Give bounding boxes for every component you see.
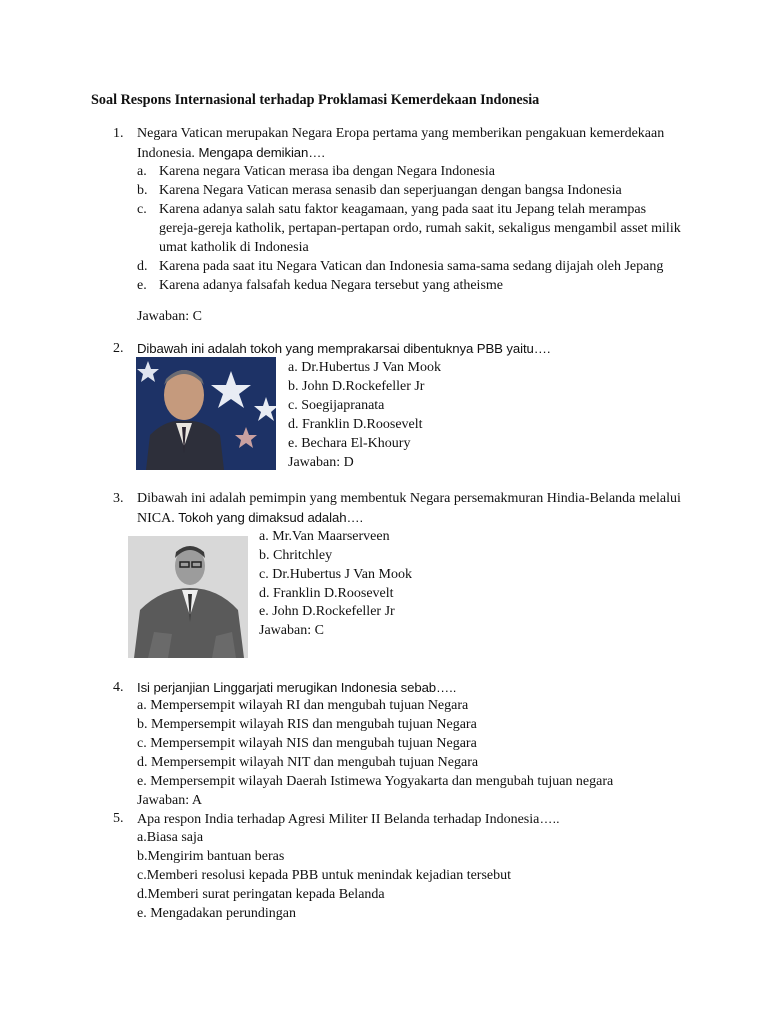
option-letter: c. xyxy=(137,202,147,217)
option-text: d. Franklin D.Roosevelt xyxy=(259,586,394,601)
question-stem-cont xyxy=(137,508,363,528)
answer-text: Jawaban: D xyxy=(288,455,354,470)
option-text: Karena pada saat itu Negara Vatican dan Indonesia sama-sama sedang dijajah oleh Jepang xyxy=(159,259,664,274)
option-text: e. Bechara El-Khoury xyxy=(288,436,411,451)
question-stem xyxy=(137,809,560,829)
option-text: Karena adanya falsafah kedua Negara tersebut yang atheisme xyxy=(159,278,503,293)
option-text: e. Mengadakan perundingan xyxy=(137,906,296,921)
question-stem-part: Tokoh yang dimaksud adalah…. xyxy=(178,510,364,525)
option-letter: b. xyxy=(137,183,148,198)
option-text: b. Chritchley xyxy=(259,548,333,563)
option-text: b. John D.Rockefeller Jr xyxy=(288,379,425,394)
answer-text: Jawaban: A xyxy=(137,793,202,808)
option-text: d.Memberi surat peringatan kepada Belanda xyxy=(137,887,385,902)
roosevelt-portrait-photo xyxy=(136,357,276,470)
option-text: Karena Negara Vatican merasa senasib dan seperjuangan dengan bangsa Indonesia xyxy=(159,183,622,198)
question-stem: Dibawah ini adalah tokoh yang memprakarsai dibentuknya PBB yaitu…. xyxy=(137,341,551,356)
option-text: e. Mempersempit wilayah Daerah Istimewa Yogyakarta dan mengubah tujuan negara xyxy=(137,774,614,789)
option-text: c. Dr.Hubertus J Van Mook xyxy=(259,567,412,582)
option-text: c.Memberi resolusi kepada PBB untuk menindak kejadian tersebut xyxy=(137,868,512,883)
option-text: e. John D.Rockefeller Jr xyxy=(259,604,395,619)
option-text: b. Mempersempit wilayah RIS dan mengubah tujuan Negara xyxy=(137,717,477,732)
answer-text: Jawaban: C xyxy=(259,623,324,638)
question-number: 1. xyxy=(113,126,124,141)
question-stem-part: NICA. xyxy=(137,511,175,526)
option-letter: e. xyxy=(137,278,147,293)
page-title: Soal Respons Internasional terhadap Proklamasi Kemerdekaan Indonesia xyxy=(91,92,540,108)
question-stem-part: Indonesia. xyxy=(137,146,195,161)
question-stem: Negara Vatican merupakan Negara Eropa pertama yang memberikan pengakuan kemerdekaan xyxy=(137,126,665,141)
question-stem-cont xyxy=(137,143,325,163)
question-stem-part: Mengapa demikian…. xyxy=(198,145,325,160)
option-text: a. Mempersempit wilayah RI dan mengubah tujuan Negara xyxy=(137,698,469,713)
option-letter: d. xyxy=(137,259,148,274)
option-letter: a. xyxy=(137,164,147,179)
option-text: a.Biasa saja xyxy=(137,830,204,845)
option-text: c. Mempersempit wilayah NIS dan mengubah tujuan Negara xyxy=(137,736,477,751)
option-text-cont: gereja-gereja katholik, pertapan-pertapan ordo, rumah sakit, sekaligus mengambil asset milik xyxy=(159,221,681,236)
option-text: d. Franklin D.Roosevelt xyxy=(288,417,423,432)
option-text: Karena negara Vatican merasa iba dengan Negara Indonesia xyxy=(159,164,495,179)
question-number: 5. xyxy=(113,811,124,826)
option-text: c. Soegijapranata xyxy=(288,398,385,413)
option-text: d. Mempersempit wilayah NIT dan mengubah tujuan Negara xyxy=(137,755,479,770)
option-text: b.Mengirim bantuan beras xyxy=(137,849,285,864)
option-text: Karena adanya salah satu faktor keagamaan, yang pada saat itu Jepang telah merampas xyxy=(159,202,647,217)
question-stem-part: ….. xyxy=(539,811,560,826)
answer-text: Jawaban: C xyxy=(137,309,202,324)
question-stem: Dibawah ini adalah pemimpin yang membentuk Negara persemakmuran Hindia-Belanda melalui xyxy=(137,491,681,506)
question-number: 3. xyxy=(113,491,124,506)
van-mook-portrait-photo xyxy=(128,536,248,658)
option-text: a. Dr.Hubertus J Van Mook xyxy=(288,360,441,375)
question-number: 2. xyxy=(113,341,124,356)
question-number: 4. xyxy=(113,680,124,695)
question-stem-part: Apa respon India terhadap Agresi Militer II Belanda terhadap Indonesia xyxy=(137,812,540,827)
option-text: a. Mr.Van Maarserveen xyxy=(259,529,390,544)
question-stem: Isi perjanjian Linggarjati merugikan Indonesia sebab….. xyxy=(137,680,457,695)
option-text-cont: umat katholik di Indonesia xyxy=(159,240,309,255)
